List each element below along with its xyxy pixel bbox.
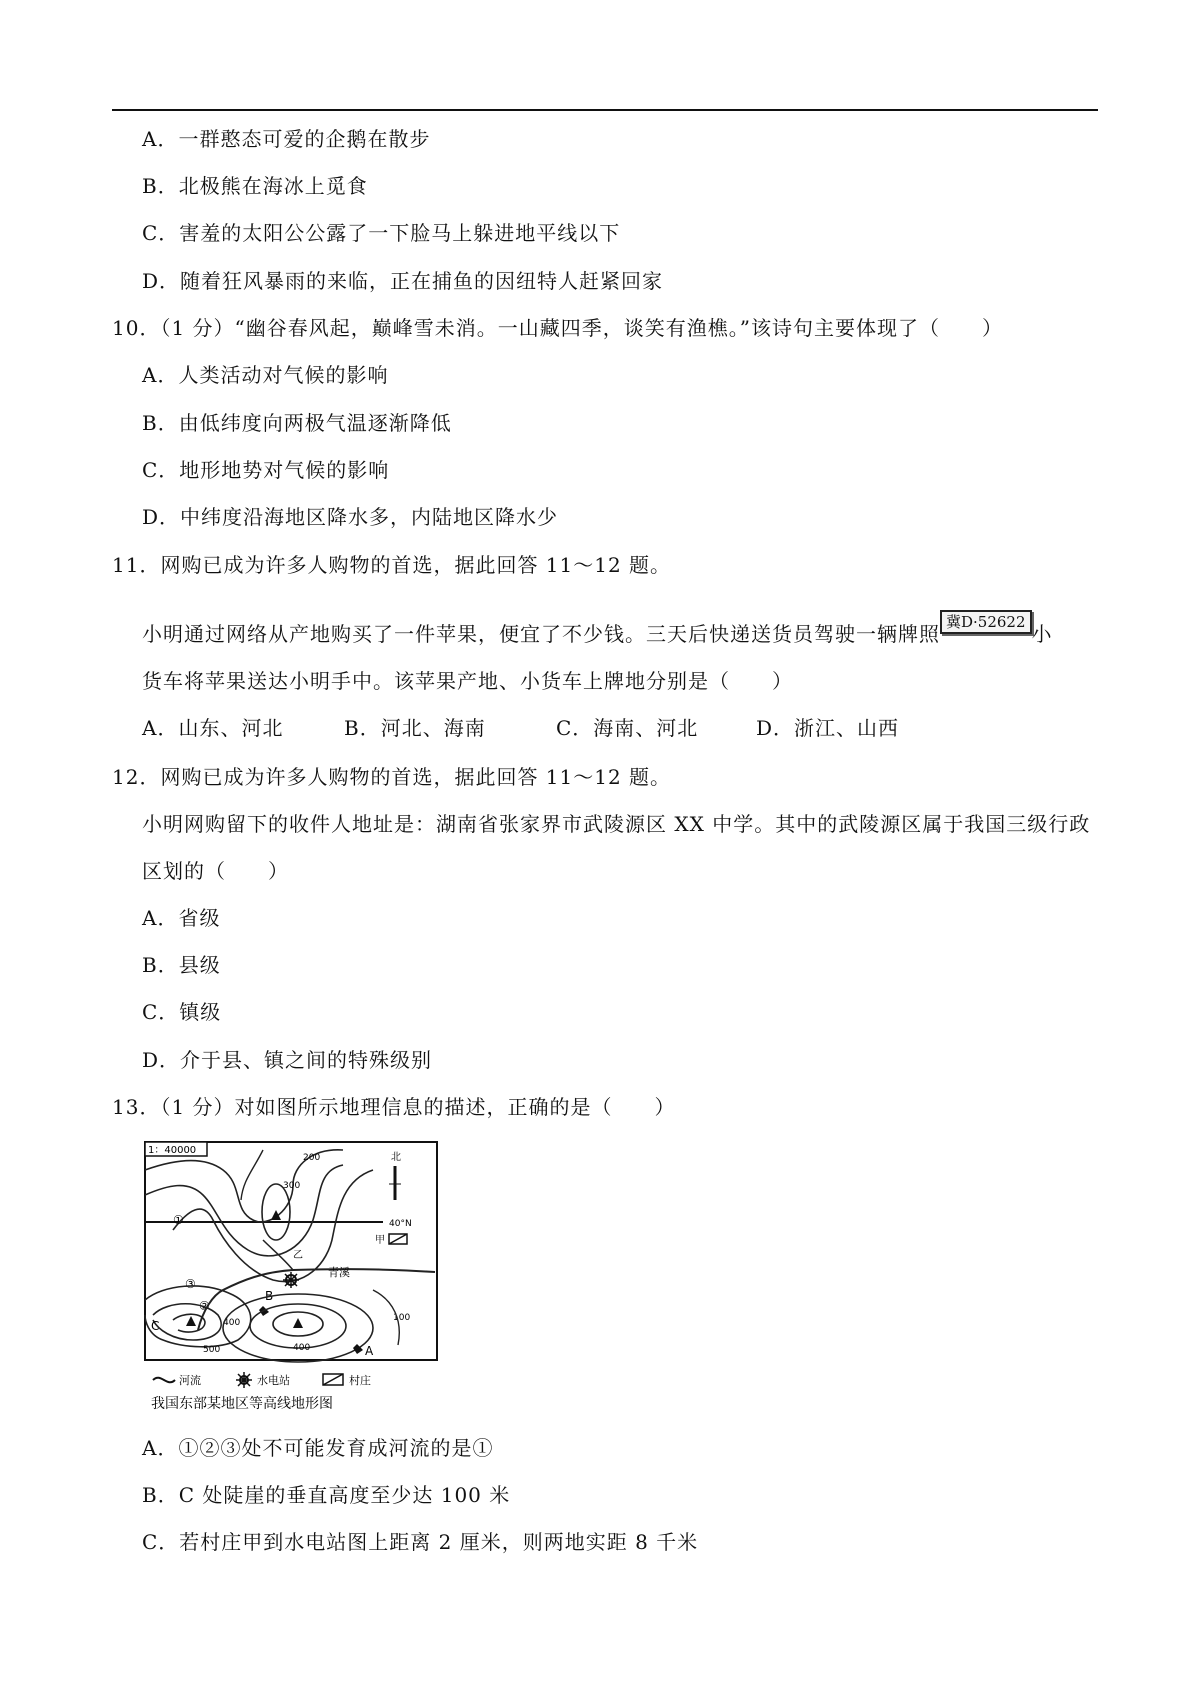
q11-option-c: C．海南、河北 (556, 716, 699, 740)
legend-river-label: 河流 (179, 1374, 201, 1387)
legend-hydro-label: 水电站 (257, 1374, 290, 1387)
river-legend-symbol (153, 1378, 175, 1383)
label-point-b: B (265, 1289, 274, 1303)
q11-text-line1 (142, 613, 1053, 648)
label-point-c: C (151, 1319, 160, 1333)
q11-text-before-plate: 小明通过网络从产地购买了一件苹果，便宜了不少钱。三天后快递送货员驾驶一辆牌照 (142, 622, 940, 646)
village-label: 甲 (375, 1235, 385, 1246)
q11-option-d: D．浙江、山西 (756, 716, 900, 740)
q10-stem: 10．（1 分）“幽谷春风起，巅峰雪未消。一山藏四季，谈笑有渔樵。”该诗句主要体现了（ ） (112, 316, 1003, 340)
contour-label-500: 500 (203, 1345, 221, 1355)
license-plate: 冀D·52622 (940, 610, 1032, 634)
q11-text-after-plate: 小 (1031, 622, 1053, 646)
point-yi-label: 乙 (293, 1250, 303, 1261)
q11-text-line2: 货车将苹果送达小明手中。该苹果产地、小货车上牌地分别是（ ） (142, 669, 793, 693)
q9-option-a: A．一群憨态可爱的企鹅在散步 (142, 127, 431, 151)
q10-option-d: D．中纬度沿海地区降水多，内陆地区降水少 (142, 505, 559, 529)
q13-stem: 13．（1 分）对如图所示地理信息的描述，正确的是（ ） (112, 1095, 676, 1119)
q11-stem: 11．网购已成为许多人购物的首选，据此回答 11～12 题。 (112, 553, 672, 577)
q13-option-c: C．若村庄甲到水电站图上距离 2 厘米，则两地实距 8 千米 (142, 1530, 699, 1554)
q11-options (142, 714, 899, 742)
scale-label: 1：40000 (148, 1145, 197, 1156)
q10-option-b: B．由低纬度向两极气温逐渐降低 (142, 411, 452, 435)
q13-option-a: A．①②③处不可能发育成河流的是① (142, 1436, 494, 1460)
q9-option-d: D．随着狂风暴雨的来临，正在捕鱼的因纽特人赶紧回家 (142, 269, 664, 293)
label-point-a: A (365, 1344, 374, 1358)
header-rule (112, 109, 1098, 111)
contour-map (143, 1140, 443, 1420)
q12-text-line1: 小明网购留下的收件人地址是：湖南省张家界市武陵源区 XX 中学。其中的武陵源区属于我国三级行政 (142, 812, 1091, 836)
contour-label-300: 300 (283, 1181, 301, 1191)
label-point-1: ① (173, 1213, 184, 1227)
q13-option-b: B．C 处陡崖的垂直高度至少达 100 米 (142, 1483, 511, 1507)
q12-option-c: C．镇级 (142, 1000, 222, 1024)
q12-text-line2: 区划的（ ） (142, 859, 289, 883)
q11-option-b: B．河北、海南 (344, 716, 486, 740)
river-name-label: 青溪 (328, 1266, 350, 1279)
contour-label-200: 200 (303, 1153, 321, 1163)
hydro-legend-rays (236, 1372, 252, 1388)
q12-stem: 12．网购已成为许多人购物的首选，据此回答 11～12 题。 (112, 765, 672, 789)
q12-option-a: A．省级 (142, 906, 221, 930)
label-point-3: ③ (185, 1277, 196, 1291)
hydro-station-rays (283, 1272, 299, 1288)
latitude-label: 40°N (389, 1219, 412, 1229)
q10-option-c: C．地形地势对气候的影响 (142, 458, 390, 482)
q9-option-b: B．北极熊在海冰上觅食 (142, 174, 368, 198)
q11-option-a: A．山东、河北 (142, 716, 284, 740)
legend-village-label: 村庄 (349, 1374, 371, 1387)
q12-option-d: D．介于县、镇之间的特殊级别 (142, 1048, 433, 1072)
contour-label-400-right: 400 (293, 1343, 311, 1353)
map-caption: 我国东部某地区等高线地形图 (151, 1396, 333, 1412)
q10-option-a: A．人类活动对气候的影响 (142, 363, 389, 387)
q12-option-b: B．县级 (142, 953, 221, 977)
map-frame (145, 1142, 437, 1360)
q9-option-c: C．害羞的太阳公公露了一下脸马上躲进地平线以下 (142, 221, 621, 245)
contour-map-figure (143, 1140, 443, 1420)
north-label: 北 (391, 1152, 401, 1163)
contour-label-400-left: 400 (223, 1318, 241, 1328)
label-point-2: ② (199, 1299, 210, 1313)
contour-label-100: 100 (393, 1313, 411, 1323)
